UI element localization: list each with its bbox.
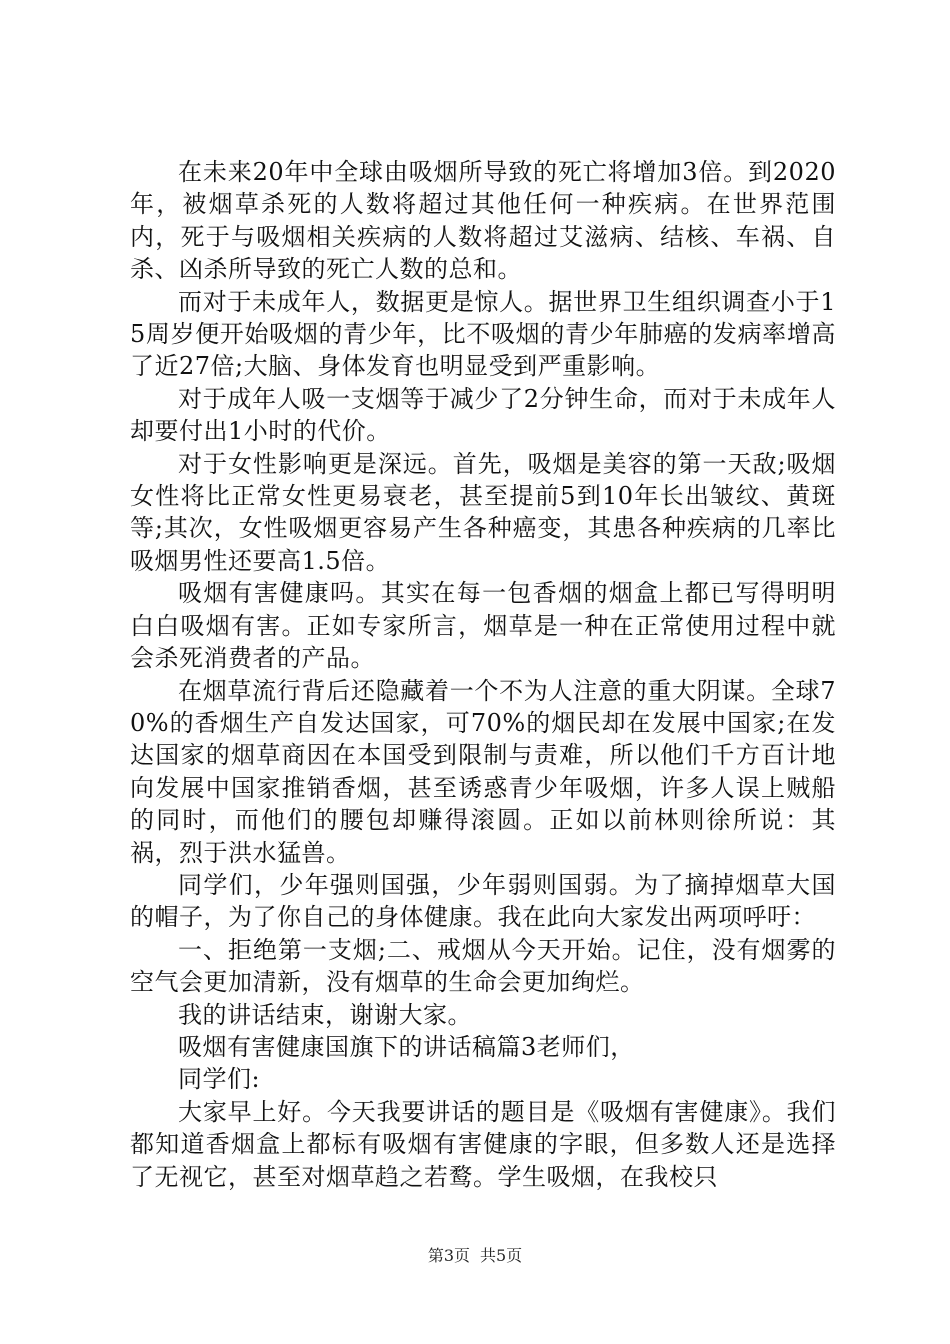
- paragraph: 一、拒绝第一支烟;二、戒烟从今天开始。记住，没有烟雾的空气会更加清新，没有烟草的生命会更加绚烂。: [130, 935, 836, 997]
- page-number: 第3页: [427, 1246, 470, 1265]
- paragraph: 吸烟有害健康国旗下的讲话稿篇3老师们，: [178, 1032, 635, 1061]
- paragraph: 同学们，少年强则国强，少年弱则国弱。为了摘掉烟草大国的帽子，为了你自己的身体健康。我在此向大家发出两项呼吁：: [130, 870, 836, 932]
- paragraph: 在未来20年中全球由吸烟所导致的死亡将增加3倍。到2020年，被烟草杀死的人数将超过其他任何一种疾病。在世界范围内，死于与吸烟相关疾病的人数将超过艾滋病、结核、车祸、自杀、凶杀所导致的死亡人数的总和。: [130, 158, 836, 284]
- paragraph: 我的讲话结束，谢谢大家。: [178, 1000, 472, 1029]
- paragraph: 在烟草流行背后还隐藏着一个不为人注意的重大阴谋。全球70%的香烟生产自发达国家，可70%的烟民却在发展中国家;在发达国家的烟草商因在本国受到限制与责难，所以他们千方百计地向发展中国家推销香烟，甚至诱惑青少年吸烟，许多人误上贼船的同时，而他们的腰包却赚得滚圆。正如以前林则徐所说：其祸，烈于洪水猛兽。: [130, 676, 836, 867]
- page-total: 共5页: [480, 1246, 523, 1265]
- paragraph: 对于女性影响更是深远。首先，吸烟是美容的第一天敌;吸烟女性将比正常女性更易衰老，甚至提前5到10年长出皱纹、黄斑等;其次，女性吸烟更容易产生各种癌变，其患各种疾病的几率比吸烟男性还要高1.5倍。: [130, 449, 836, 575]
- paragraph: 大家早上好。今天我要讲话的题目是《吸烟有害健康》。我们都知道香烟盒上都标有吸烟有害健康的字眼，但多数人还是选择了无视它，甚至对烟草趋之若鹜。学生吸烟，在我校只: [130, 1097, 836, 1191]
- paragraph: 而对于未成年人，数据更是惊人。据世界卫生组织调查小于15周岁便开始吸烟的青少年，比不吸烟的青少年肺癌的发病率增高了近27倍;大脑、身体发育也明显受到严重影响。: [130, 287, 836, 381]
- paragraph: 对于成年人吸一支烟等于减少了2分钟生命，而对于未成年人却要付出1小时的代价。: [130, 384, 836, 446]
- document-body: [130, 156, 836, 1193]
- paragraph: 同学们:: [178, 1065, 261, 1094]
- page-footer: [0, 1243, 950, 1266]
- paragraph: 吸烟有害健康吗。其实在每一包香烟的烟盒上都已写得明明白白吸烟有害。正如专家所言，烟草是一种在正常使用过程中就会杀死消费者的产品。: [130, 579, 836, 673]
